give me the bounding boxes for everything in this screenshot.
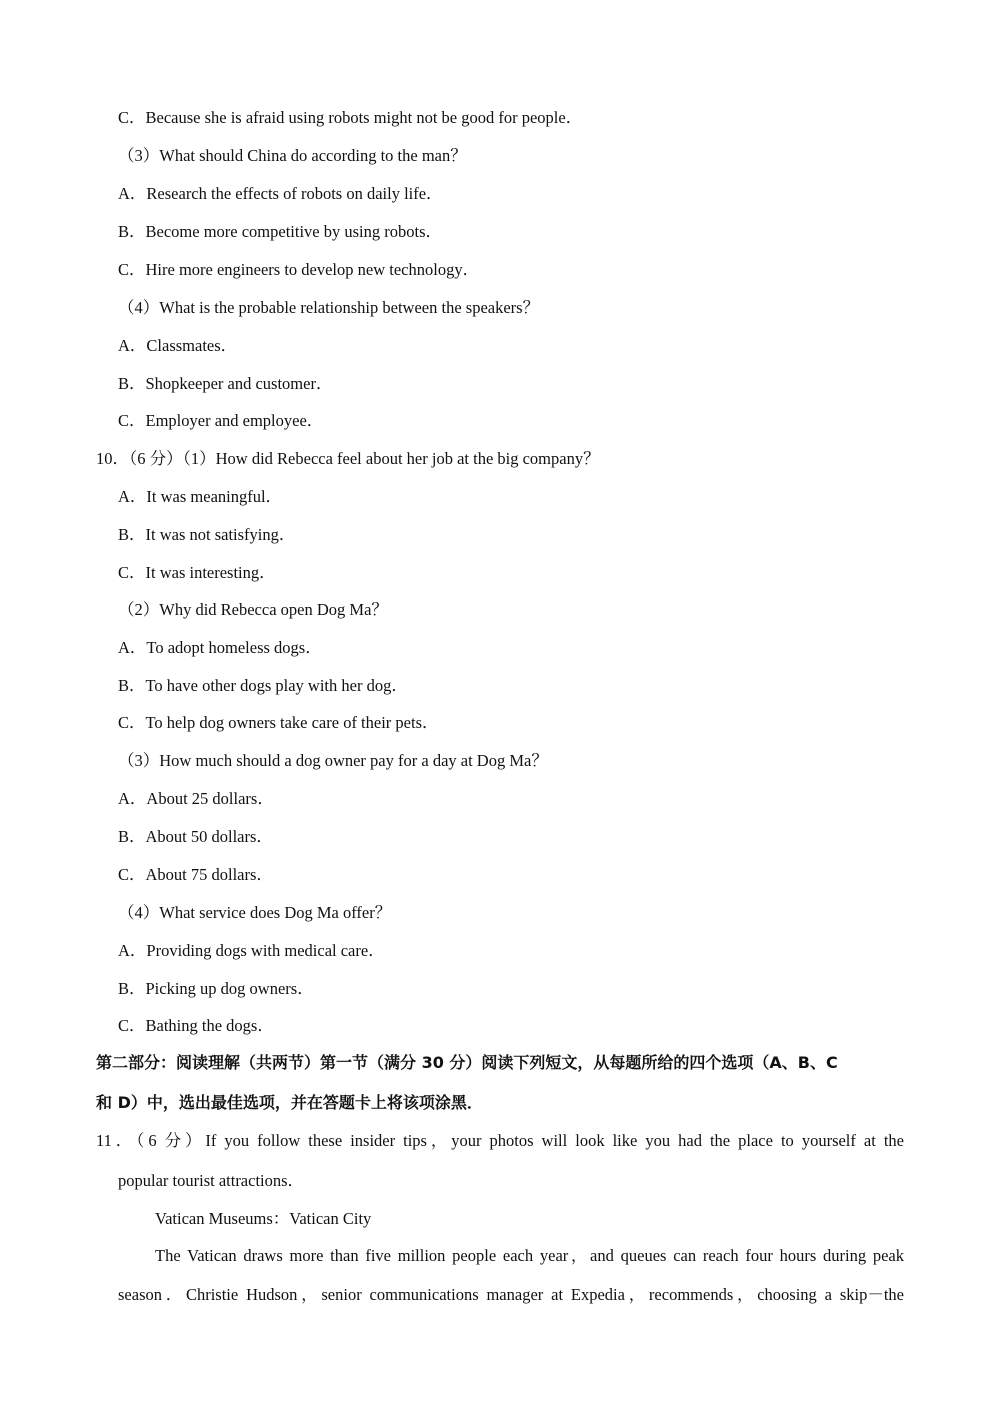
passage-paragraph-continued: season．Christie Hudson，senior communications manager at Expedia，recommends，choosing a skip－the	[118, 1285, 904, 1304]
section-heading: 第二部分：阅读理解（共两节）第一节（满分 30 分）阅读下列短文，从每题所给的四个选项（A、B、C	[96, 1053, 838, 1072]
sub-question: （3）What should China do according to the man？	[118, 146, 467, 165]
option-text: C．About 75 dollars．	[118, 865, 273, 884]
option-text: A．About 25 dollars．	[118, 789, 274, 808]
option-text: A．Providing dogs with medical care．	[118, 941, 385, 960]
option-text: C．Because she is afraid using robots might not be good for people．	[118, 108, 583, 127]
passage-paragraph: The Vatican draws more than five million people each year，and queues can reach four hours during peak	[155, 1246, 904, 1265]
sub-question: （3）How much should a dog owner pay for a day at Dog Ma？	[118, 751, 548, 770]
option-text: B．Become more competitive by using robots．	[118, 222, 442, 241]
option-text: A．Research the effects of robots on daily life．	[118, 184, 443, 203]
section-heading-continued: 和 D）中，选出最佳选项，并在答题卡上将该项涂黑．	[96, 1093, 483, 1112]
option-text: B．Shopkeeper and customer．	[118, 374, 333, 393]
option-text: C．To help dog owners take care of their pets．	[118, 713, 439, 732]
option-text: B．To have other dogs play with her dog．	[118, 676, 408, 695]
sub-question: （4）What service does Dog Ma offer？	[118, 903, 392, 922]
option-text: C．Hire more engineers to develop new technology．	[118, 260, 480, 279]
question-10: 10．（6 分）（1）How did Rebecca feel about her job at the big company？	[96, 449, 600, 468]
option-text: A．To adopt homeless dogs．	[118, 638, 322, 657]
option-text: C．Bathing the dogs．	[118, 1016, 274, 1035]
option-text: A．It was meaningful．	[118, 487, 283, 506]
option-text: C．It was interesting．	[118, 563, 276, 582]
option-text: B．It was not satisfying．	[118, 525, 296, 544]
option-text: B．Picking up dog owners．	[118, 979, 314, 998]
sub-question: （2）Why did Rebecca open Dog Ma？	[118, 600, 388, 619]
question-11: 11．（6 分）If you follow these insider tips，your photos will look like you had the place to yourself at the	[96, 1131, 904, 1150]
option-text: B．About 50 dollars．	[118, 827, 273, 846]
question-11-continued: popular tourist attractions．	[118, 1171, 305, 1190]
sub-question: （4）What is the probable relationship between the speakers？	[118, 298, 540, 317]
option-text: C．Employer and employee．	[118, 411, 324, 430]
passage-subheading: Vatican Museums：Vatican City	[155, 1209, 372, 1228]
option-text: A．Classmates．	[118, 336, 238, 355]
